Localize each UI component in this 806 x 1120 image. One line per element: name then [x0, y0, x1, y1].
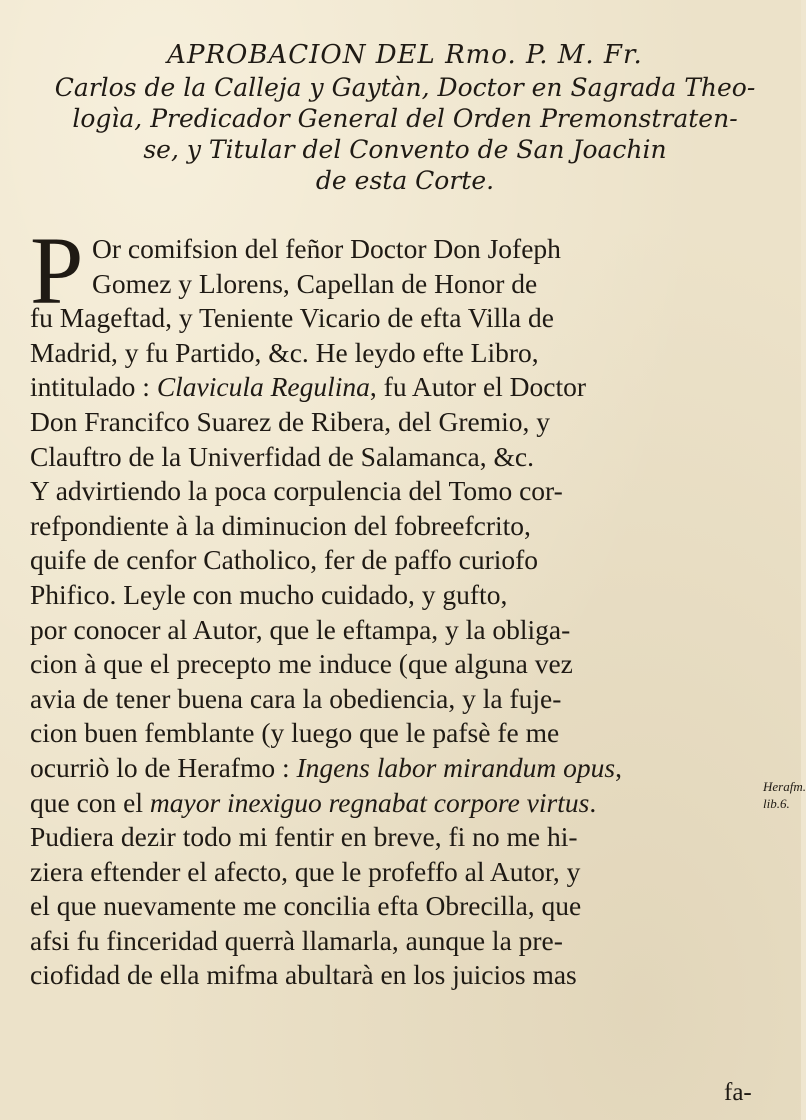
text-line: fu Mageftad, y Teniente Vicario de efta Villa de	[30, 302, 554, 334]
text-line: afsi fu finceridad querrà llamarla, aunque la pre-	[30, 924, 563, 956]
heading-line-5: de esta Corte.	[315, 166, 495, 195]
text-segment: .	[589, 786, 597, 818]
heading-line-2: Carlos de la Calleja y Gaytàn, Doctor en Sagrada Theo-	[54, 73, 756, 102]
text-line: Gomez y Llorens, Capellan de Honor de	[92, 267, 538, 299]
text-line: cion à que el precepto me induce (que alguna vez	[30, 648, 573, 680]
italic-phrase: mayor inexiguo regnabat corpore virtus	[149, 786, 590, 818]
text-line: Don Francifco Suarez de Ribera, del Gremio, y	[30, 405, 551, 437]
text-line: refpondiente à la diminucion del fobreefcrito,	[30, 509, 531, 541]
text-line: Madrid, y fu Partido, &c. He leydo efte Libro,	[30, 336, 539, 368]
body-text	[30, 217, 760, 993]
text-line: quife de cenfor Catholico, fer de paffo curiofo	[30, 544, 539, 576]
margin-note	[763, 778, 806, 812]
text-segment: intitulado :	[30, 371, 157, 403]
text-line: avia de tener buena cara la obediencia, y la fuje-	[30, 682, 562, 714]
text-line: Pudiera dezir todo mi fentir en breve, fi no me hi-	[30, 821, 578, 853]
text-line: ciofidad de ella mifma abultarà en los juicios mas	[30, 959, 577, 991]
text-line: ziera eftender el afecto, que le profeffo al Autor, y	[30, 855, 581, 887]
heading-title: APROBACION DEL Rmo. P. M. Fr.	[167, 40, 643, 70]
text-line: Or comifsion del feñor Doctor Don Jofeph	[92, 233, 561, 264]
text-segment: , fu Autor el Doctor	[369, 371, 587, 403]
text-segment: que con el	[30, 786, 150, 818]
italic-phrase: Ingens labor mirandum opus	[296, 751, 616, 783]
text-line: Y advirtiendo la poca corpulencia del Tomo cor-	[30, 475, 563, 507]
approbation-heading	[20, 38, 790, 196]
italic-phrase: Clavicula Regulina	[156, 371, 370, 403]
text-line	[30, 786, 760, 821]
heading-line-3: logìa, Predicador General del Orden Premonstraten-	[72, 104, 738, 133]
margin-note-line-1: Herafm.	[763, 779, 806, 794]
text-segment: ,	[615, 751, 622, 783]
text-line: Phifico. Leyle con mucho cuidado, y gufto,	[30, 578, 508, 610]
text-line: por conocer al Autor, que le eftampa, y la obliga-	[30, 613, 571, 645]
catchword: fa-	[724, 1079, 752, 1106]
drop-cap: P	[30, 217, 84, 324]
text-segment: ocurriò lo de Herafmo :	[30, 751, 297, 783]
heading-line-4: se, y Titular del Convento de San Joachin	[143, 135, 667, 164]
margin-note-line-2: lib.6.	[763, 796, 790, 811]
text-line	[30, 751, 760, 786]
text-line	[30, 370, 760, 405]
text-line: Clauftro de la Univerfidad de Salamanca, &c.	[30, 440, 534, 472]
text-line: el que nuevamente me concilia efta Obrecilla, que	[30, 890, 582, 922]
text-line: cion buen femblante (y luego que le pafsè fe me	[30, 717, 560, 749]
